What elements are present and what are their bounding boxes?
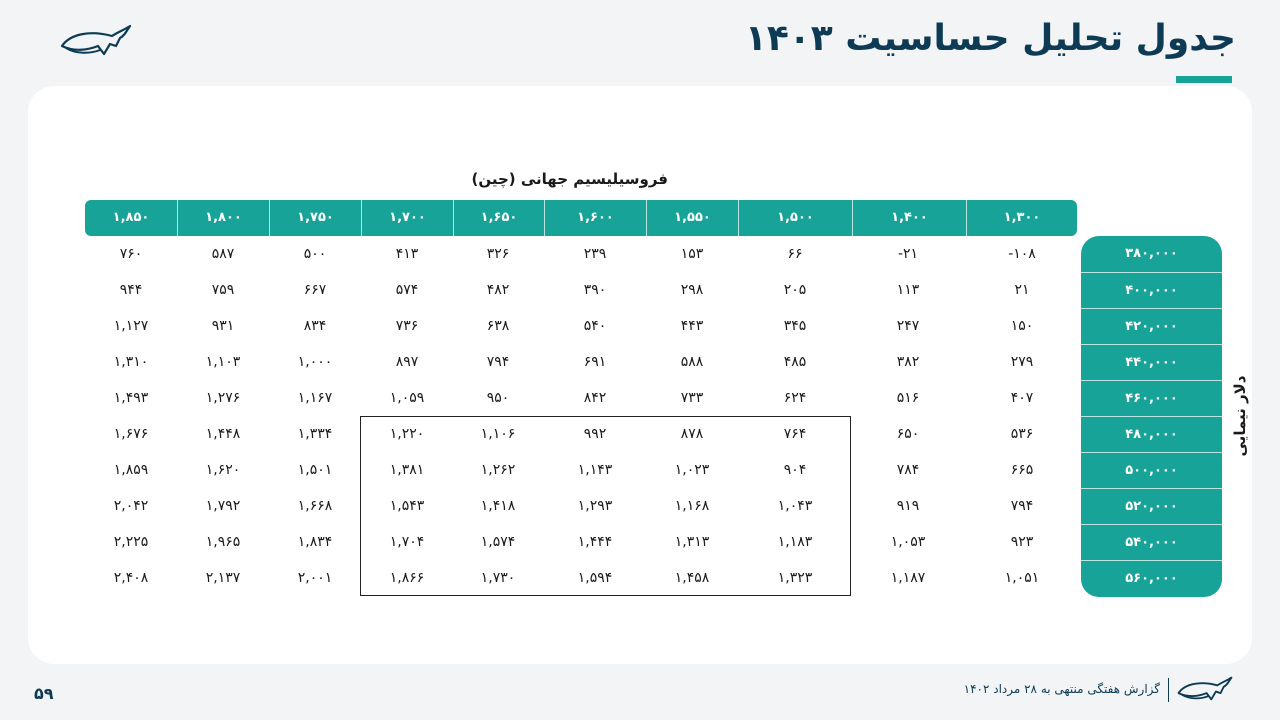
table-cell: ۱,۷۰۴ [389,534,425,550]
row-header-bar [1081,236,1222,597]
table-cell: ۲۱ [1014,282,1030,298]
table-cell: ۲,۴۰۸ [113,570,149,586]
table-cell: ۸۹۷ [395,354,419,370]
table-cell: ۱,۷۳۰ [480,570,516,586]
table-cell: ۶۶ [787,246,803,262]
table-cell: ۸۳۴ [303,318,327,334]
row-header: ۵۴۰,۰۰۰ [1081,524,1222,560]
table-cell: ۱,۲۶۲ [480,462,516,478]
table-cell: ۳۹۰ [583,282,607,298]
row-axis-caption-text: دلار نیمایی [1231,375,1249,457]
table-cell: ۱,۶۶۸ [297,498,333,514]
table-cell: -۱۰۸ [1008,246,1036,262]
table-cell: ۱,۸۵۹ [113,462,149,478]
table-cell: ۶۵۰ [896,426,920,442]
table-cell: ۱,۵۹۴ [577,570,613,586]
table-cell: ۷۶۴ [783,426,807,442]
row-header: ۴۸۰,۰۰۰ [1081,416,1222,452]
table-cell: ۹۰۴ [783,462,807,478]
table-cell: ۵۴۰ [583,318,607,334]
table-cell: ۲۰۵ [783,282,807,298]
row-header: ۵۶۰,۰۰۰ [1081,560,1222,596]
table-cell: ۸۷۸ [680,426,704,442]
table-cell: ۵۳۶ [1010,426,1034,442]
table-cell: ۱,۰۵۹ [389,390,425,406]
bull-logo-icon [60,24,132,60]
table-cell: ۴۰۷ [1010,390,1034,406]
column-header: ۱,۷۵۰ [269,200,361,236]
table-cell: ۵۰۰ [303,246,327,262]
table-cell: ۴۱۳ [395,246,419,262]
table-cell: ۱,۱۴۳ [577,462,613,478]
table-cell: ۱,۴۴۸ [205,426,241,442]
column-header: ۱,۵۰۰ [738,200,852,236]
row-header: ۴۶۰,۰۰۰ [1081,380,1222,416]
table-cell: ۱,۱۰۳ [205,354,241,370]
table-cell: ۱,۰۴۳ [777,498,813,514]
column-header: ۱,۸۰۰ [177,200,269,236]
table-cell: ۱۵۳ [680,246,704,262]
table-cell: ۵۸۷ [211,246,235,262]
row-header: ۴۰۰,۰۰۰ [1081,272,1222,308]
column-axis-caption: فروسیلیسیم جهانی (چین) [471,170,668,188]
page-number: ۵۹ [34,684,54,703]
title-underline [1176,76,1232,83]
footer-divider [1168,678,1169,702]
table-cell: ۱,۰۵۱ [1004,570,1040,586]
table-cell: ۱,۰۵۳ [890,534,926,550]
table-cell: ۵۸۸ [680,354,704,370]
table-cell: ۷۵۹ [211,282,235,298]
table-cell: ۲۳۹ [583,246,607,262]
page-title: جدول تحلیل حساسیت ۱۴۰۳ [744,18,1236,59]
row-header: ۵۲۰,۰۰۰ [1081,488,1222,524]
column-header-bar [85,200,1077,236]
table-cell: ۱,۵۰۱ [297,462,333,478]
table-cell: ۷۶۰ [119,246,143,262]
table-cell: ۲۴۷ [896,318,920,334]
table-cell: ۱,۸۳۴ [297,534,333,550]
row-header: ۵۰۰,۰۰۰ [1081,452,1222,488]
table-cell: ۱,۴۴۴ [577,534,613,550]
table-cell: ۷۳۳ [680,390,704,406]
table-cell: ۱,۱۰۶ [480,426,516,442]
column-header: ۱,۶۵۰ [453,200,544,236]
table-cell: ۱,۱۲۷ [113,318,149,334]
table-cell: ۱,۴۵۸ [674,570,710,586]
table-cell: ۱,۴۹۳ [113,390,149,406]
table-cell: ۱,۳۳۴ [297,426,333,442]
highlight-box [360,416,851,596]
table-cell: ۱,۱۸۳ [777,534,813,550]
table-cell: ۹۹۲ [583,426,607,442]
table-cell: ۷۹۴ [486,354,510,370]
table-cell: ۴۸۵ [783,354,807,370]
table-cell: ۱,۰۲۳ [674,462,710,478]
table-cell: ۱,۲۲۰ [389,426,425,442]
table-cell: ۲۹۸ [680,282,704,298]
table-cell: ۶۶۷ [303,282,327,298]
column-header: ۱,۳۰۰ [966,200,1077,236]
table-cell: ۱,۶۷۶ [113,426,149,442]
column-header: ۱,۷۰۰ [361,200,453,236]
table-cell: ۲,۲۲۵ [113,534,149,550]
table-cell: ۵۷۴ [395,282,419,298]
table-cell: ۶۲۴ [783,390,807,406]
column-header: ۱,۴۰۰ [852,200,966,236]
column-header: ۱,۸۵۰ [112,210,150,225]
table-cell: ۴۸۲ [486,282,510,298]
row-header: ۳۸۰,۰۰۰ [1125,246,1178,261]
table-cell: ۲,۰۴۲ [113,498,149,514]
footer-report-text: گزارش هفتگی منتهی به ۲۸ مرداد ۱۴۰۲ [963,682,1160,696]
table-cell: ۶۹۱ [583,354,607,370]
table-cell: ۱,۳۲۳ [777,570,813,586]
table-cell: -۲۱ [897,246,919,262]
table-cell: ۱,۷۹۲ [205,498,241,514]
row-header: ۴۲۰,۰۰۰ [1081,308,1222,344]
column-header: ۱,۶۰۰ [544,200,646,236]
table-cell: ۱,۲۷۶ [205,390,241,406]
table-cell: ۱,۳۱۳ [674,534,710,550]
table-cell: ۹۴۴ [119,282,143,298]
table-cell: ۱,۶۲۰ [205,462,241,478]
table-cell: ۷۹۴ [1010,498,1034,514]
table-cell: ۱,۴۱۸ [480,498,516,514]
table-cell: ۳۸۲ [896,354,920,370]
table-cell: ۹۲۳ [1010,534,1034,550]
table-cell: ۱,۲۹۳ [577,498,613,514]
table-cell: ۱,۱۶۷ [297,390,333,406]
table-cell: ۱,۳۱۰ [113,354,149,370]
table-cell: ۱,۵۴۳ [389,498,425,514]
row-header: ۴۴۰,۰۰۰ [1081,344,1222,380]
column-header: ۱,۵۵۰ [646,200,738,236]
table-cell: ۹۱۹ [896,498,920,514]
table-cell: ۲۷۹ [1010,354,1034,370]
table-cell: ۸۴۲ [583,390,607,406]
table-cell: ۱۱۳ [896,282,920,298]
table-cell: ۲,۱۳۷ [205,570,241,586]
table-cell: ۳۲۶ [486,246,510,262]
table-cell: ۱,۱۸۷ [890,570,926,586]
table-cell: ۷۳۶ [395,318,419,334]
table-cell: ۷۸۴ [896,462,920,478]
table-cell: ۱۵۰ [1010,318,1034,334]
table-cell: ۶۳۸ [486,318,510,334]
table-cell: ۴۴۳ [680,318,704,334]
bull-logo-icon [1176,676,1234,704]
table-cell: ۶۶۵ [1010,462,1034,478]
table-cell: ۱,۳۸۱ [389,462,425,478]
table-cell: ۱,۰۰۰ [297,354,333,370]
table-cell: ۹۳۱ [211,318,235,334]
table-cell: ۳۴۵ [783,318,807,334]
table-cell: ۲,۰۰۱ [297,570,333,586]
table-cell: ۵۱۶ [896,390,920,406]
table-cell: ۱,۵۷۴ [480,534,516,550]
table-cell: ۹۵۰ [486,390,510,406]
table-cell: ۱,۱۶۸ [674,498,710,514]
table-cell: ۱,۹۶۵ [205,534,241,550]
table-cell: ۱,۸۶۶ [389,570,425,586]
